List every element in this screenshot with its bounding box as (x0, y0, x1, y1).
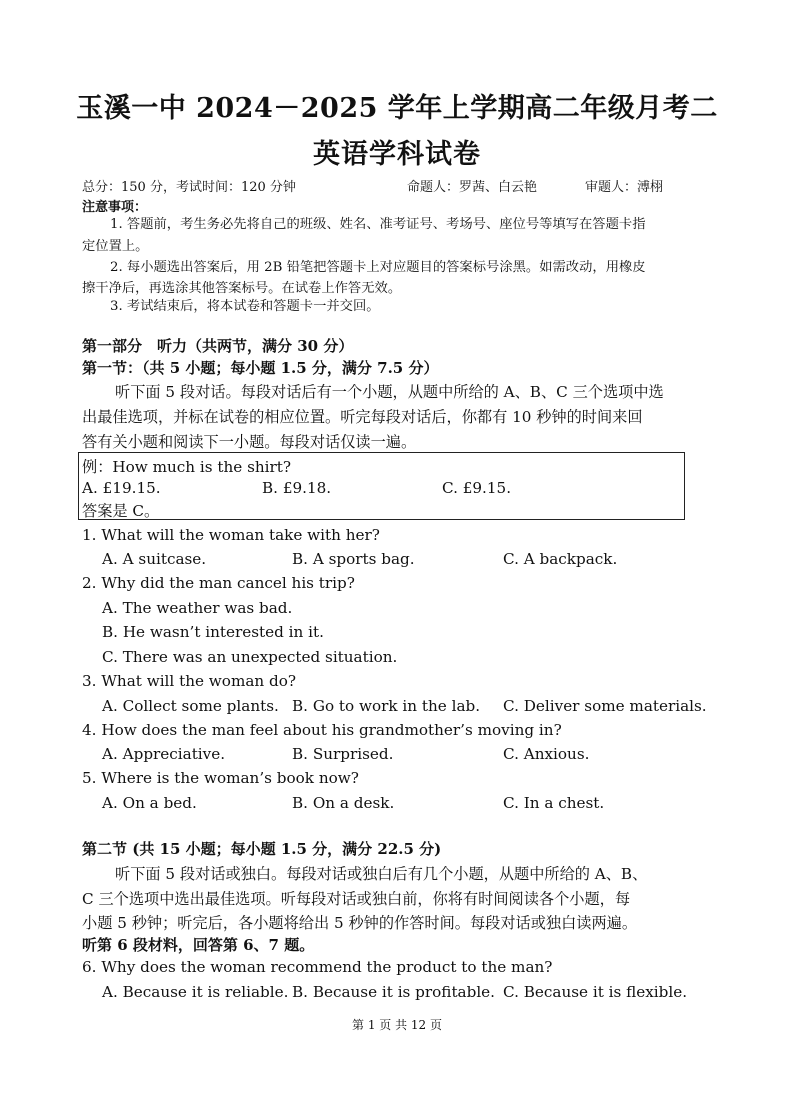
section2-title: 第二节 (共 15 小题；每小题 1.5 分，满分 22.5 分) (82, 840, 442, 858)
page-number: 第 1 页 共 12 页 (352, 1018, 442, 1032)
notice-item-2: 2. 每小题选出答案后，用 2B 铅笔把答题卡上对应题目的答案标号涂黑。如需改动，用橡皮 (110, 260, 646, 275)
question-1-option-b: B. A sports bag. (292, 550, 415, 568)
question-4-option-a: A. Appreciative. (102, 745, 226, 763)
question-6-option-b: B. Because it is profitable. (292, 983, 495, 1001)
setters: 命题人：罗茜、白云艳 (407, 180, 538, 195)
exam-title: 玉溪一中 2024－2025 学年上学期高二年级月考二 (76, 93, 718, 124)
question-1-option-c: C. A backpack. (503, 550, 618, 568)
section1-instructions-cont: 出最佳选项，并标在试卷的相应位置。听完每段对话后，你都有 10 秒钟的时间来回 (82, 408, 643, 426)
notice-item-1-cont: 定位置上。 (82, 239, 149, 254)
section2-instructions: 听下面 5 段对话或独白。每段对话或独白后有几个小题，从题中所给的 A、B、 (115, 865, 648, 883)
notice-item-1: 1. 答题前，考生务必先将自己的班级、姓名、准考证号、考场号、座位号等填写在答题卡指 (110, 217, 646, 232)
section1-instructions: 听下面 5 段对话。每段对话后有一个小题，从题中所给的 A、B、C 三个选项中选 (115, 383, 664, 401)
notice-title: 注意事项： (82, 200, 148, 215)
question-1: 1. What will the woman take with her? (82, 526, 380, 544)
question-3-option-b: B. Go to work in the lab. (292, 697, 481, 715)
example-answer: 答案是 C。 (82, 502, 160, 520)
exam-subtitle: 英语学科试卷 (313, 139, 481, 170)
example-option-b: B. £9.18. (262, 479, 332, 497)
question-5-option-a: A. On a bed. (102, 794, 197, 812)
section1-instructions-end: 答有关小题和阅读下一小题。每段对话仅读一遍。 (82, 433, 417, 451)
question-5: 5. Where is the woman’s book now? (82, 769, 359, 787)
question-4-option-c: C. Anxious. (503, 745, 590, 763)
question-4: 4. How does the man feel about his grandmother’s moving in? (82, 721, 562, 739)
question-5-option-c: C. In a chest. (503, 794, 605, 812)
example-option-c: C. £9.15. (442, 479, 512, 497)
question-6-option-a: A. Because it is reliable. (102, 983, 289, 1001)
reviewer: 审题人：溥栩 (585, 180, 664, 195)
section1-title: 第一节：（共 5 小题；每小题 1.5 分，满分 7.5 分） (82, 359, 439, 377)
notice-item-2-cont: 擦干净后，再选涂其他答案标号。在试卷上作答无效。 (82, 281, 402, 296)
question-6: 6. Why does the woman recommend the product to the man? (82, 958, 553, 976)
part1-title: 第一部分 听力（共两节，满分 30 分） (82, 337, 354, 355)
section2-instructions-end: 小题 5 秒钟；听完后，各小题将给出 5 秒钟的作答时间。每段对话或独白读两遍。 (82, 914, 638, 932)
question-6-option-c: C. Because it is flexible. (503, 983, 688, 1001)
question-2: 2. Why did the man cancel his trip? (82, 574, 355, 592)
material-6-heading: 听第 6 段材料，回答第 6、7 题。 (82, 936, 315, 954)
notice-item-3: 3. 考试结束后，将本试卷和答题卡一并交回。 (110, 299, 380, 314)
total-and-time: 总分：150 分，考试时间：120 分钟 (82, 180, 296, 195)
question-4-option-b: B. Surprised. (292, 745, 394, 763)
question-2-option-a: A. The weather was bad. (102, 599, 293, 617)
example-option-a: A. £19.15. (82, 479, 161, 497)
question-3: 3. What will the woman do? (82, 672, 297, 690)
question-3-option-a: A. Collect some plants. (102, 697, 279, 715)
question-2-option-b: B. He wasn’t interested in it. (102, 623, 324, 641)
example-question: 例：How much is the shirt? (82, 458, 292, 476)
question-5-option-b: B. On a desk. (292, 794, 395, 812)
section2-instructions-cont: C 三个选项中选出最佳选项。听每段对话或独白前，你将有时间阅读各个小题，每 (82, 890, 631, 908)
question-1-option-a: A. A suitcase. (102, 550, 207, 568)
question-2-option-c: C. There was an unexpected situation. (102, 648, 398, 666)
question-3-option-c: C. Deliver some materials. (503, 697, 707, 715)
